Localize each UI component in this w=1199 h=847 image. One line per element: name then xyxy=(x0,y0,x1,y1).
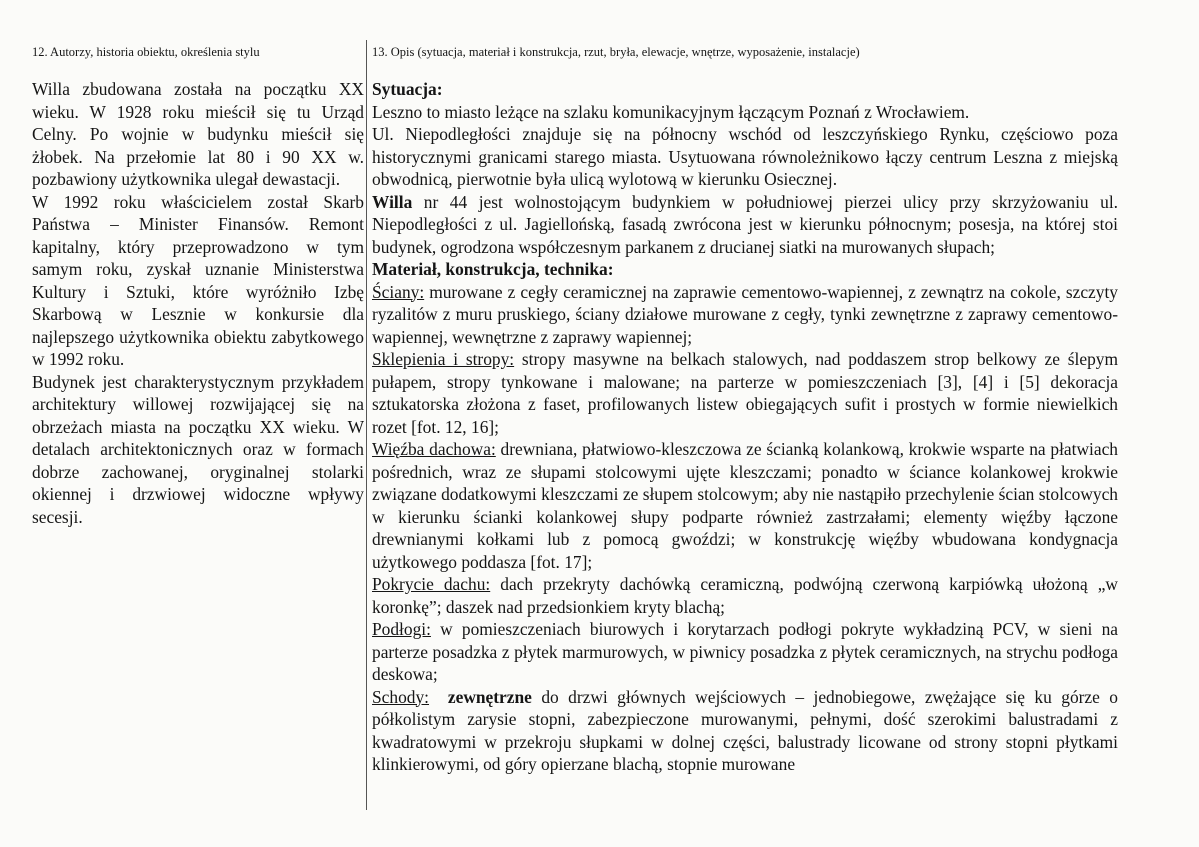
podlogi-text: w pomieszczeniach biurowych i korytarzach podłogi pokryte wykładziną PCV, w sieni na parterze posadzka z płytek marmurowych, w piwnicy posadzka z płytek ceramicznych, na strychu podłoga deskowa; xyxy=(372,619,1118,684)
wiezba-text: drewniana, płatwiowo-kleszczowa ze ścianką kolankową, krokwie wsparte na płatwiach pośrednich, wraz ze słupami stolcowymi ujęte kleszczami; ponadto w ściance kolankowej krokwie związane dodatkowymi kleszczami ze słupem stolcowym; aby nie nastąpiło przechylenie ścian stolcowych w kierunku ścianki kolankowej słupy podparte również zastrzałami; elementy więźby łączone drewnianymi kołkami lub z pomocą gwoździ; w konstrukcję więźby wbudowana kondygnacja użytkowego poddasza [fot. 17]; xyxy=(372,439,1118,572)
history-paragraph-2: W 1992 roku właścicielem został Skarb Państwa – Minister Finansów. Remont kapitalny, który przeprowadzono w tym samym roku, zyskał uznanie Ministerstwa Kultury i Sztuki, które wyróżniło Izbę Skarbową w Lesznie w konkursie dla najlepszego użytkownika obiektu zabytkowego w 1992 roku. xyxy=(32,191,364,369)
podlogi-label: Podłogi: xyxy=(372,619,431,639)
history-paragraph-3: Budynek jest charakterystycznym przykładem architektury willowej rozwijającej się na obrzeżach miasta na początku XX wieku. W detalach architektonicznych oraz w formach dobrze zachowanej, oryginalnej stolarki okiennej i drzwiowej widoczne wpływy secesji. xyxy=(32,371,364,527)
pokrycie-text: dach przekryty dachówką ceramiczną, podwójną czerwoną karpiówką ułożoną „w koronkę”; daszek nad przedsionkiem kryty blachą; xyxy=(372,574,1118,617)
sytuacja-paragraph-3-text: nr 44 jest wolnostojącym budynkiem w południowej pierzei ulicy przy skrzyżowaniu ul. Niepodległości z ul. Jagiellońską, fasadą zwrócona jest w kierunku północnym; posesja, na której stoi budynek, ogrodzona współczesnym parkanem z drucianej siatki na murowanych słupach; xyxy=(372,191,1118,257)
sklepienia-text: stropy masywne na belkach stalowych, nad poddaszem strop belkowy ze ślepym pułapem, stropy tynkowane i malowane; na parterze w pomieszczeniach [3], [4] i [5] dekoracja sztukatorska złożona z faset, profilowanych listew obiegających sufit i prostych w formie niewielkich rozet [fot. 12, 16]; xyxy=(372,349,1118,437)
schody-text: do drzwi głównych wejściowych – jednobiegowe, zwężające się ku górze o półkolistym zarysie stopni, zabezpieczone murowanymi, pełnymi, dość szerokimi balustradami z kwadratowymi w przekroju słupkami w dolnej części, balustrady licowane od strony stopni płytkami klinkierowymi, od góry opierzane blachą, stopnie murowane xyxy=(372,686,1118,774)
schody-bold-term: zewnętrzne xyxy=(447,686,532,707)
right-column-header: 13. Opis (sytuacja, materiał i konstrukcja, rzut, bryła, elewacje, wnętrze, wyposażenie, instalacje) xyxy=(372,45,860,59)
willa-bold-term: Willa xyxy=(372,191,413,212)
podlogi-entry xyxy=(372,618,1118,686)
sytuacja-paragraph-1: Leszno to miasto leżące na szlaku komunikacyjnym łączącym Poznań z Wrocławiem. xyxy=(372,101,970,122)
sklepienia-entry xyxy=(372,348,1118,438)
sciany-text: murowane z cegły ceramicznej na zaprawie cementowo-wapiennej, z zewnątrz na cokole, szczyty ryzalitów z muru pruskiego, ściany działowe murowane z cegły, tynki zewnętrzne z zaprawy cementowo-wapiennej, wewnętrzne z zaprawy wapiennej; xyxy=(372,281,1118,347)
section-heading-sytuacja: Sytuacja: xyxy=(372,79,443,99)
history-column xyxy=(32,78,364,528)
wiezba-label: Więźba dachowa: xyxy=(372,439,496,459)
pokrycie-entry xyxy=(372,573,1118,618)
sytuacja-paragraph-3 xyxy=(372,191,1118,259)
description-column xyxy=(372,78,1118,776)
schody-label: Schody: xyxy=(372,686,430,707)
schody-entry xyxy=(372,686,1118,776)
sciany-entry xyxy=(372,281,1118,349)
sciany-label: Ściany: xyxy=(372,281,425,302)
wiezba-entry xyxy=(372,438,1118,573)
column-divider xyxy=(366,40,367,810)
sklepienia-label: Sklepienia i stropy: xyxy=(372,349,515,369)
pokrycie-label: Pokrycie dachu: xyxy=(372,574,491,594)
sytuacja-paragraph-2: Ul. Niepodległości znajduje się na północny wschód od leszczyńskiego Rynku, częściowo poza historycznymi granicami starego miasta. Usytuowana równoleżnikowo łączy centrum Leszna z miejską obwodnicą, pierwotnie była ulicą wylotową w kierunku Osiecznej. xyxy=(372,124,1118,189)
section-heading-material: Materiał, konstrukcja, technika: xyxy=(372,259,614,279)
history-paragraph-1: Willa zbudowana została na początku XX wieku. W 1928 roku mieścił się tu Urząd Celny. Po wojnie w budynku mieścił się żłobek. Na przełomie lat 80 i 90 XX w. pozbawiony użytkownika ulegał dewastacji. xyxy=(32,79,364,189)
left-column-header: 12. Autorzy, historia obiektu, określenia stylu xyxy=(32,45,260,59)
